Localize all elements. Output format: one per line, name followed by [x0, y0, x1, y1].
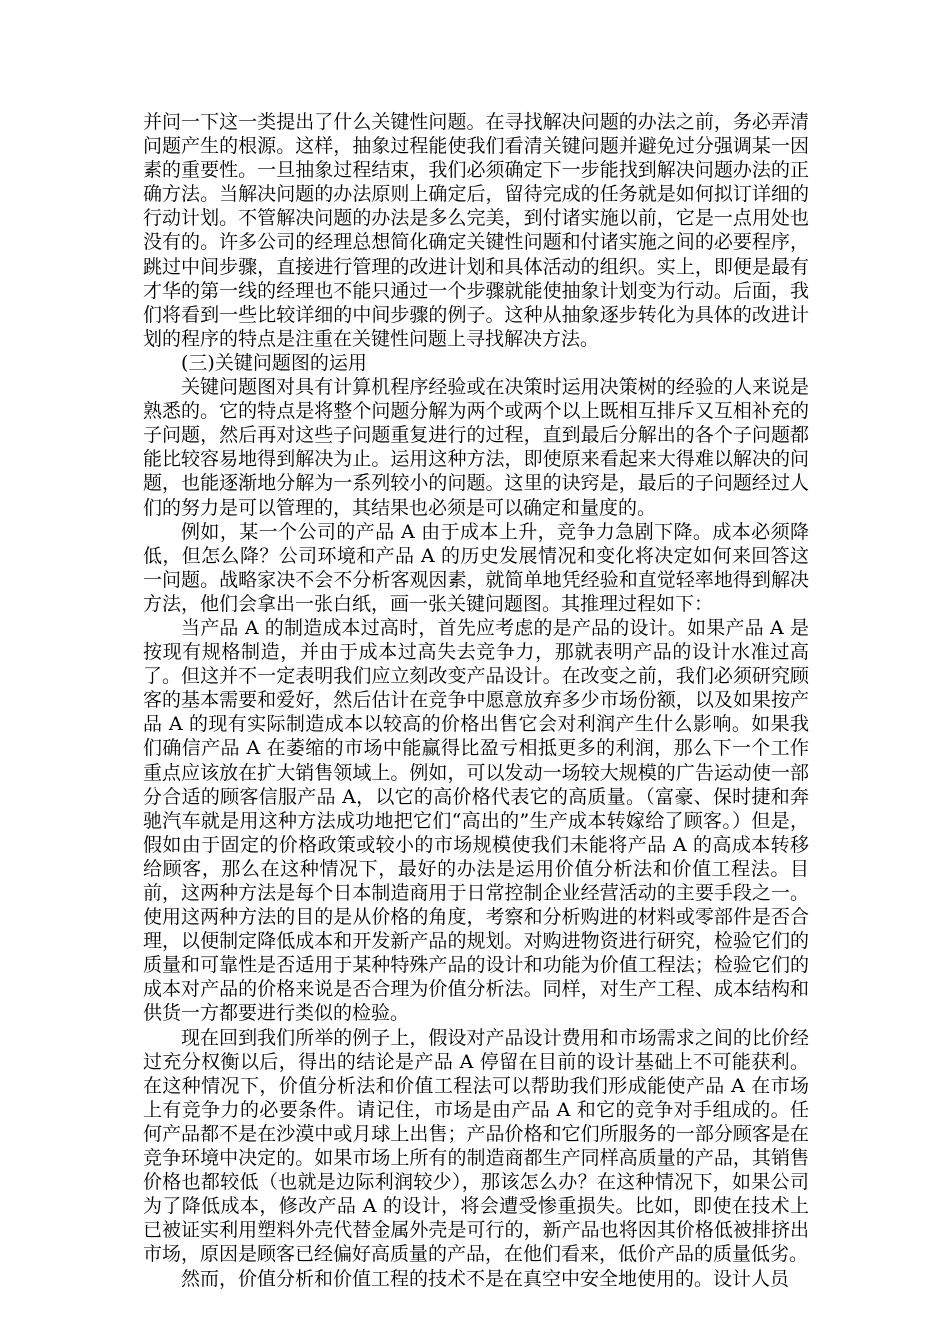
paragraph-continuation: 并问一下这一类提出了什么关键性问题。在寻找解决问题的办法之前，务必弄清问题产生的根源。这样，抽象过程能使我们看清关键问题并避免过分强调某一因素的重要性。一旦抽象过程结束，我们必须确定下一步能找到解决问题办法的正确方法。当解决问题的办法原则上确定后，留待完成的任务就是如何拟订详细的行动计划。不管解决问题的办法是多么完美，到付诸实施以前，它是一点用处也没有的。许多公司的经理总想简化确定关键性问题和付诸实施之间的必要程序，跳过中间步骤，直接进行管理的改进计划和具体活动的组织。实上，即便是最有才华的第一线的经理也不能只通过一个步骤就能使抽象计划变为行动。后面，我们将看到一些比较详细的中间步骤的例子。这种从抽象逐步转化为具体的改进计划的程序的特点是注重在关键性问题上寻找解决方法。: [143, 111, 809, 350]
document-page: [143, 110, 809, 1291]
paragraph-key-issue-map: 关键问题图对具有计算机程序经验或在决策时运用决策树的经验的人来说是熟悉的。它的特点是将整个问题分解为两个或两个以上既相互排斥又互相补充的子问题，然后再对这些子问题重复进行的过程，直到最后分解出的各个子问题都能比较容易地得到解决为止。运用这种方法，即使原来看起来大得难以解决的问题，也能逐渐地分解为一系列较小的问题。这里的诀窍是，最后的子问题经过人们的努力是可以管理的，其结果也必须是可以确定和量度的。: [143, 376, 809, 519]
paragraph-reasoning: 当产品 A 的制造成本过高时，首先应考虑的是产品的设计。如果产品 A 是按现有规格制造，并由于成本过高失去竞争力，那就表明产品的设计水准过高了。但这并不一定表明我们应立刻改变产品设计。在改变之前，我们必须研究顾客的基本需要和爱好，然后估计在竞争中愿意放弃多少市场份额，以及如果按产品 A 的现有实际制造成本以较高的价格出售它会对利润产生什么影响。如果我们确信产品 A 在萎缩的市场中能赢得比盈亏相抵更多的利润，那么下一个工作重点应该放在扩大销售领域上。例如，可以发动一场较大规模的广告运动使一部分合适的顾客信服产品 A，以它的高价格代表它的高质量。（富豪、保时捷和奔驰汽车就是用这种方法成功地把它们“高出的”生产成本转嫁给了顾客。）但是，假如由于固定的价格政策或较小的市场规模使我们未能将产品 A 的高成本转移给顾客，那么在这种情况下，最好的办法是运用价值分析法和价值工程法。目前，这两种方法是每个日本制造商用于日常控制企业经营活动的主要手段之一。使用这两种方法的目的是从价格的角度，考察和分析购进的材料或零部件是否合理，以便制定降低成本和开发新产品的规划。对购进物资进行研究，检验它们的质量和可靠性是否适用于某种特殊产品的设计和功能为价值工程法；检验它们的成本对产品的价格来说是否合理为价值分析法。同样，对生产工程、成本结构和供货一方都要进行类似的检验。: [143, 616, 809, 1025]
paragraph-back-to-example: 现在回到我们所举的例子上，假设对产品设计费用和市场需求之间的比价经过充分权衡以后，得出的结论是产品 A 停留在目前的设计基础上不可能获利。在这种情况下，价值分析法和价值工程法可以帮助我们形成能使产品 A 在市场上有竞争力的必要条件。请记住，市场是由产品 A 和它的竞争对手组成的。任何产品都不是在沙漠中或月球上出售；产品价格和它们所服务的一部分顾客是在竞争环境中决定的。如果市场上所有的制造商都生产同样高质量的产品，其销售价格也都较低（也就是边际利润较少），那该怎么办？在这种情况下，如果公司为了降低成本，修改产品 A 的设计，将会遭受惨重损失。比如，即使在技术上已被证实利用塑料外壳代替金属外壳是可行的，新产品也将因其价格低被排挤出市场，原因是顾客已经偏好高质量的产品，在他们看来，低价产品的质量低劣。: [143, 1026, 809, 1266]
paragraph-final: 然而，价值分析和价值工程的技术不是在真空中安全地使用的。设计人员: [181, 1267, 790, 1290]
section-heading: (三)关键问题图的运用: [181, 351, 367, 374]
paragraph-example-intro: 例如，某一个公司的产品 A 由于成本上升，竞争力急剧下降。成本必须降低，但怎么降？公司环境和产品 A 的历史发展情况和变化将决定如何来回答这一问题。战略家决不会不分析客观因素，就简单地凭经验和直觉轻率地得到解决方法，他们会拿出一张白纸，画一张关键问题图。其推理过程如下：: [143, 520, 809, 615]
